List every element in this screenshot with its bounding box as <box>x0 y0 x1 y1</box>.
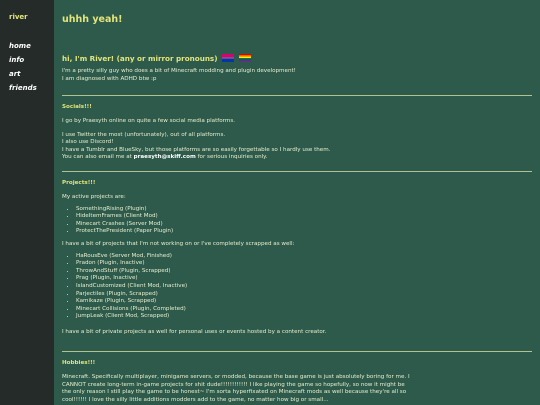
socials-line: I use Twitter the most (unfortunately), out of all platforms. <box>62 131 226 138</box>
socials-email-line <box>62 154 532 162</box>
email-suffix: for serious inquiries only. <box>195 154 268 161</box>
hobbies-line: cool!!!!!! I love the silly little additions modders add to the game, no matter how big or small... <box>62 396 329 403</box>
intro-section <box>62 54 532 83</box>
pride-flag-icon <box>239 54 251 62</box>
list-item: • HideItemFrames (Client Mod) <box>76 213 532 221</box>
list-item: • Minecart Collisions (Plugin, Completed) <box>76 306 532 314</box>
intro-line: I am diagnosed with ADHD btw :p <box>62 75 157 82</box>
main-content <box>54 0 540 405</box>
socials-line: I also use Discord! <box>62 139 114 146</box>
socials-section <box>62 103 532 162</box>
divider <box>62 351 532 352</box>
list-item: • JumpLeak (Client Mod, Scrapped) <box>76 313 532 321</box>
projects-section <box>62 179 532 337</box>
list-item: • Minecart Crashes (Server Mod) <box>76 221 532 229</box>
divider <box>62 171 532 172</box>
hobbies-line: CANNOT create long-term in-game projects for shit dude!!!!!!!!!!!! I like playing the game so hopefully, so now it might be <box>62 381 405 388</box>
inactive-projects-intro: I have a bit of projects that I'm not working on or I've completely scrapped as well: <box>62 240 295 247</box>
divider <box>62 95 532 96</box>
intro-line: I'm a pretty silly guy who does a bit of Minecraft modding and plugin development! <box>62 68 296 74</box>
hobbies-line: Minecraft. Specifically multiplayer, minigame servers, or modded, because the base game is just absolutely boring for me. I <box>62 374 410 380</box>
active-projects-list <box>62 206 532 236</box>
sidebar-nav <box>9 42 37 98</box>
intro-heading <box>62 54 532 63</box>
list-item: • Prag (Plugin, Inactive) <box>76 275 532 283</box>
list-item: • Pradon (Plugin, Inactive) <box>76 260 532 268</box>
nav-friends[interactable]: friends <box>9 84 37 92</box>
intro-heading-text: hi, I'm River! (any or mirror pronouns) <box>62 54 218 63</box>
list-item: • ProtectThePresident (Paper Plugin) <box>76 228 532 236</box>
socials-intro: I go by Praesyth online on quite a few social media platforms. <box>62 118 236 124</box>
hobbies-title: Hobbies!!! <box>62 360 96 366</box>
nav-info[interactable]: info <box>9 56 25 64</box>
private-projects-note: I have a bit of private projects as well for personal uses or events hosted by a content creator. <box>62 328 327 335</box>
sidebar <box>0 0 54 405</box>
list-item: • Kamikaze (Plugin, Scrapped) <box>76 298 532 306</box>
email-prefix: You can also email me at <box>62 154 134 161</box>
page-title: uhhh yeah! <box>62 14 123 25</box>
projects-title: Projects!!! <box>62 180 96 186</box>
site-brand[interactable]: river <box>9 13 28 21</box>
nav-art[interactable]: art <box>9 70 21 78</box>
socials-line: I have a Tumblr and BlueSky, but those platforms are so easily forgettable so I hardly use them. <box>62 146 331 153</box>
list-item: • Parjectiles (Plugin, Scrapped) <box>76 291 532 299</box>
bi-flag-icon <box>222 54 234 62</box>
list-item: • SomethingRising (Plugin) <box>76 206 532 214</box>
active-projects-intro: My active projects are: <box>62 194 126 200</box>
email-link[interactable]: praesyth@skiff.com <box>133 154 196 161</box>
list-item: • IslandCustomized (Client Mod, Inactive) <box>76 283 532 291</box>
list-item: • ThrowAndStuff (Plugin, Scrapped) <box>76 268 532 276</box>
inactive-projects-list <box>62 253 532 321</box>
hobbies-line: the only reason I still play the game to be honest~ I'm sorta hyperfixated on Minecraft mods as well because they're all so <box>62 389 407 396</box>
list-item: • HaRousEve (Server Mod, Finished) <box>76 253 532 261</box>
socials-title: Socials!!! <box>62 104 92 110</box>
nav-home[interactable]: home <box>9 42 31 50</box>
hobbies-section <box>62 359 532 404</box>
